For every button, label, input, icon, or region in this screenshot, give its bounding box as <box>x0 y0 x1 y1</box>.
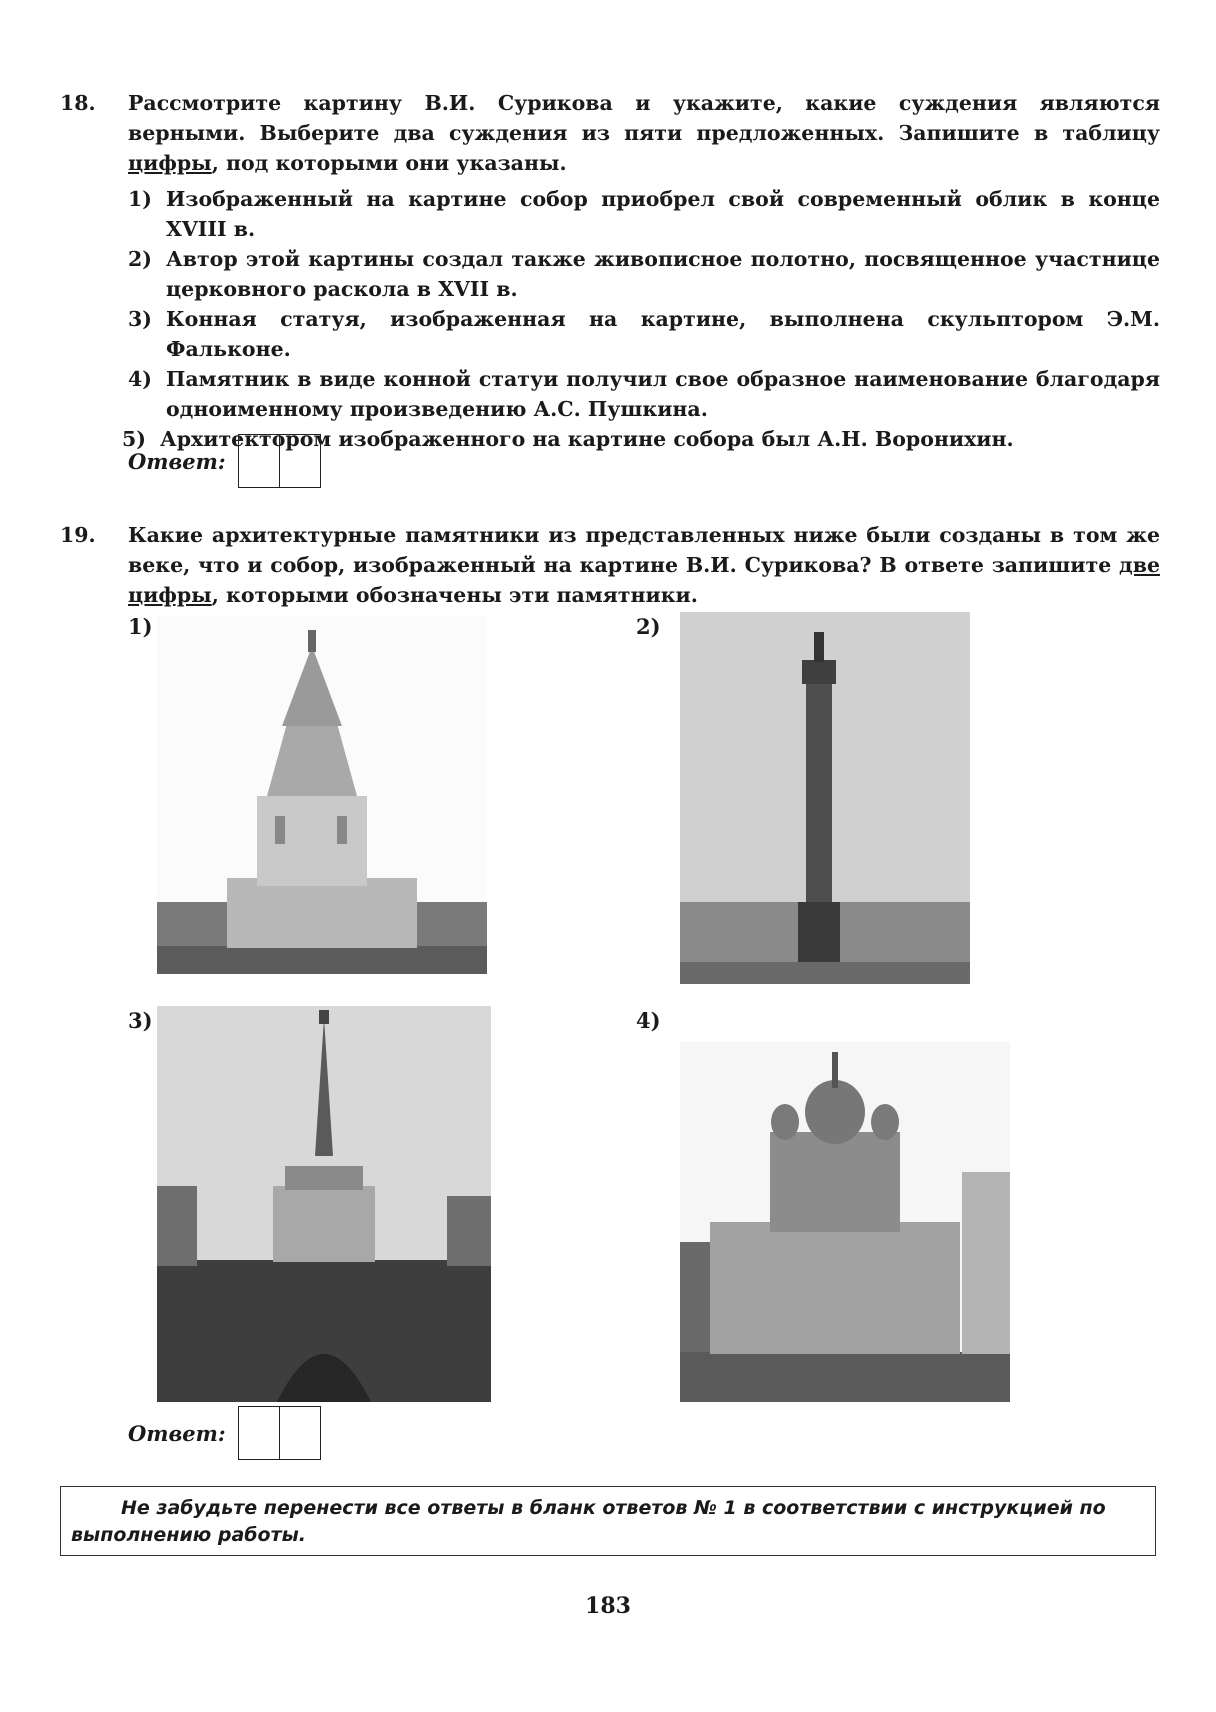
image-label-3: 3) <box>128 1008 153 1033</box>
photo-church-of-ascension <box>157 616 487 974</box>
answer-label: Ответ: <box>128 448 226 474</box>
question-19 <box>60 520 1160 610</box>
photo-smolny-cathedral <box>680 1042 1010 1402</box>
question-text: Какие архитектурные памятники из представленных ниже были созданы в том же веке, что и собор, изображенный на картине В.И. Сурикова? В ответе запишите две цифры, которыми обозначены эти памятники. <box>128 523 1160 607</box>
option-item: 5) Архитектором изображенного на картине собора был А.Н. Воронихин. <box>122 427 1014 451</box>
question-number: 19. <box>60 523 96 547</box>
question-text: Рассмотрите картину В.И. Сурикова и укажите, какие суждения являются верными. Выберите два суждения из пяти предложенных. Запишите в таблицу цифры, под которыми они указаны. <box>128 91 1160 175</box>
option-item: 4) Памятник в виде конной статуи получил свое образное наименование благодаря одноименному произведению А.С. Пушкина. <box>128 367 1160 421</box>
answer-cell-1[interactable] <box>238 1406 280 1460</box>
answer-18 <box>128 434 321 488</box>
option-item: 1) Изображенный на картине собор приобрел свой современный облик в конце XVIII в. <box>128 187 1160 241</box>
page-number: 183 <box>585 1593 631 1619</box>
option-item: 3) Конная статуя, изображенная на картине, выполнена скульптором Э.М. Фальконе. <box>128 307 1160 361</box>
transfer-notice: Не забудьте перенести все ответы в бланк ответов № 1 в соответствии с инструкцией по выполнению работы. <box>60 1486 1156 1556</box>
options-list <box>122 184 1160 454</box>
photo-admiralty <box>157 1006 491 1402</box>
answer-cell-1[interactable] <box>238 434 280 488</box>
answer-cell-2[interactable] <box>280 1406 321 1460</box>
answer-19 <box>128 1406 321 1460</box>
image-label-2: 2) <box>636 614 661 639</box>
emphasis: цифры <box>128 151 212 175</box>
answer-cell-2[interactable] <box>280 434 321 488</box>
question-number: 18. <box>60 91 96 115</box>
option-item: 2) Автор этой картины создал также живописное полотно, посвященное участнице церковного раскола в XVII в. <box>128 247 1160 301</box>
image-label-4: 4) <box>636 1008 661 1033</box>
answer-label: Ответ: <box>128 1420 226 1446</box>
image-label-1: 1) <box>128 614 153 639</box>
photo-alexander-column <box>680 612 970 984</box>
emphasis: две цифры <box>128 553 1160 607</box>
question-18 <box>60 88 1160 454</box>
